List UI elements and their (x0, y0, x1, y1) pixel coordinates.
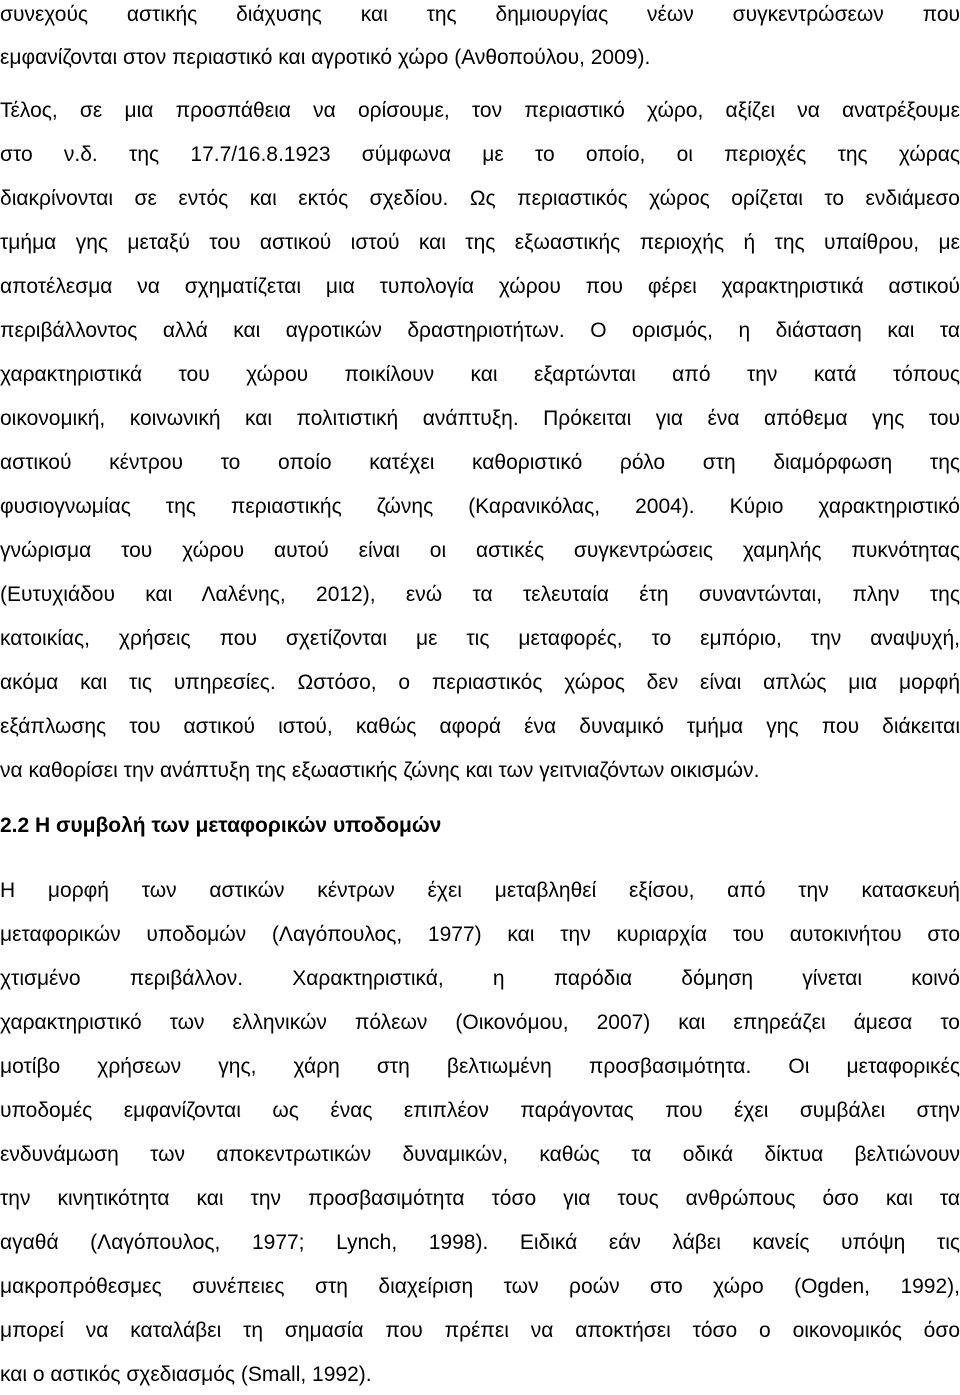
text-line: μακροπρόθεσμες συνέπειες στη διαχείριση των ροών στο χώρο (Ogden, 1992), (0, 1275, 960, 1298)
text-line: χαρακτηριστικό των ελληνικών πόλεων (Οικονόμου, 2007) και επηρεάζει άμεσα το (0, 1011, 960, 1034)
text-line: κατοικίας, χρήσεις που σχετίζονται με τις μεταφορές, το εμπόριο, την αναψυχή, (0, 627, 960, 650)
text-line: μοτίβο χρήσεων γης, χάρη στη βελτιωμένη προσβασιμότητα. Οι μεταφορικές (0, 1055, 960, 1078)
text-line: χαρακτηριστικά του χώρου ποικίλουν και εξαρτώνται από την κατά τόπους (0, 363, 960, 386)
text-line: στο ν.δ. της 17.7/16.8.1923 σύμφωνα με το οποίο, οι περιοχές της χώρας (0, 143, 960, 166)
text-line: περιβάλλοντος αλλά και αγροτικών δραστηριοτήτων. Ο ορισμός, η διάσταση και τα (0, 319, 960, 342)
text-line: μπορεί να καταλάβει τη σημασία που πρέπει να αποκτήσει τόσο ο οικονομικός όσο (0, 1319, 960, 1342)
text-line: φυσιογνωμίας της περιαστικής ζώνης (Καρανικόλας, 2004). Κύριο χαρακτηριστικό (0, 495, 960, 518)
text-line: συνεχούς αστικής διάχυσης και της δημιουργίας νέων συγκεντρώσεων που (0, 3, 960, 26)
text-line: διακρίνονται σε εντός και εκτός σχεδίου. Ως περιαστικός χώρος ορίζεται το ενδιάμεσο (0, 187, 960, 210)
text-line: και ο αστικός σχεδιασμός (Small, 1992). (0, 1363, 372, 1386)
text-line: εμφανίζονται στον περιαστικό και αγροτικό χώρο (Ανθοπούλου, 2009). (0, 46, 651, 69)
text-line: (Ευτυχιάδου και Λαλένης, 2012), ενώ τα τελευταία έτη συναντώνται, πλην της (0, 583, 960, 606)
text-line: ενδυνάμωση των αποκεντρωτικών δυναμικών, καθώς τα οδικά δίκτυα βελτιώνουν (0, 1143, 960, 1166)
text-line: αγαθά (Λαγόπουλος, 1977; Lynch, 1998). Ειδικά εάν λάβει κανείς υπόψη τις (0, 1231, 960, 1254)
text-line: αποτέλεσμα να σχηματίζεται μια τυπολογία χώρου που φέρει χαρακτηριστικά αστικού (0, 275, 960, 298)
text-line: αστικού κέντρου το οποίο κατέχει καθοριστικό ρόλο στη διαμόρφωση της (0, 451, 960, 474)
text-line: γνώρισμα του χώρου αυτού είναι οι αστικές συγκεντρώσεις χαμηλής πυκνότητας (0, 539, 960, 562)
text-line: να καθορίσει την ανάπτυξη της εξωαστικής ζώνης και των γειτνιαζόντων οικισμών. (0, 759, 760, 782)
text-line: Τέλος, σε μια προσπάθεια να ορίσουμε, τον περιαστικό χώρο, αξίζει να ανατρέξουμε (0, 99, 960, 122)
text-line: υποδομές εμφανίζονται ως ένας επιπλέον παράγοντας που έχει συμβάλει στην (0, 1099, 960, 1122)
text-line: οικονομική, κοινωνική και πολιτιστική ανάπτυξη. Πρόκειται για ένα απόθεμα γης του (0, 407, 960, 430)
section-heading: 2.2 Η συμβολή των μεταφορικών υποδομών (0, 814, 442, 837)
text-line: χτισμένο περιβάλλον. Χαρακτηριστικά, η παρόδια δόμηση γίνεται κοινό (0, 967, 960, 990)
text-line: Η μορφή των αστικών κέντρων έχει μεταβληθεί εξίσου, από την κατασκευή (0, 879, 960, 902)
text-line: εξάπλωσης του αστικού ιστού, καθώς αφορά ένα δυναμικό τμήμα γης που διάκειται (0, 715, 960, 738)
text-line: την κινητικότητα και την προσβασιμότητα τόσο για τους ανθρώπους όσο και τα (0, 1187, 960, 1210)
text-line: ακόμα και τις υπηρεσίες. Ωστόσο, ο περιαστικός χώρος δεν είναι απλώς μια μορφή (0, 671, 960, 694)
text-line: τμήμα γης μεταξύ του αστικού ιστού και της εξωαστικής περιοχής ή της υπαίθρου, με (0, 231, 960, 254)
text-line: μεταφορικών υποδομών (Λαγόπουλος, 1977) και την κυριαρχία του αυτοκινήτου στο (0, 923, 960, 946)
